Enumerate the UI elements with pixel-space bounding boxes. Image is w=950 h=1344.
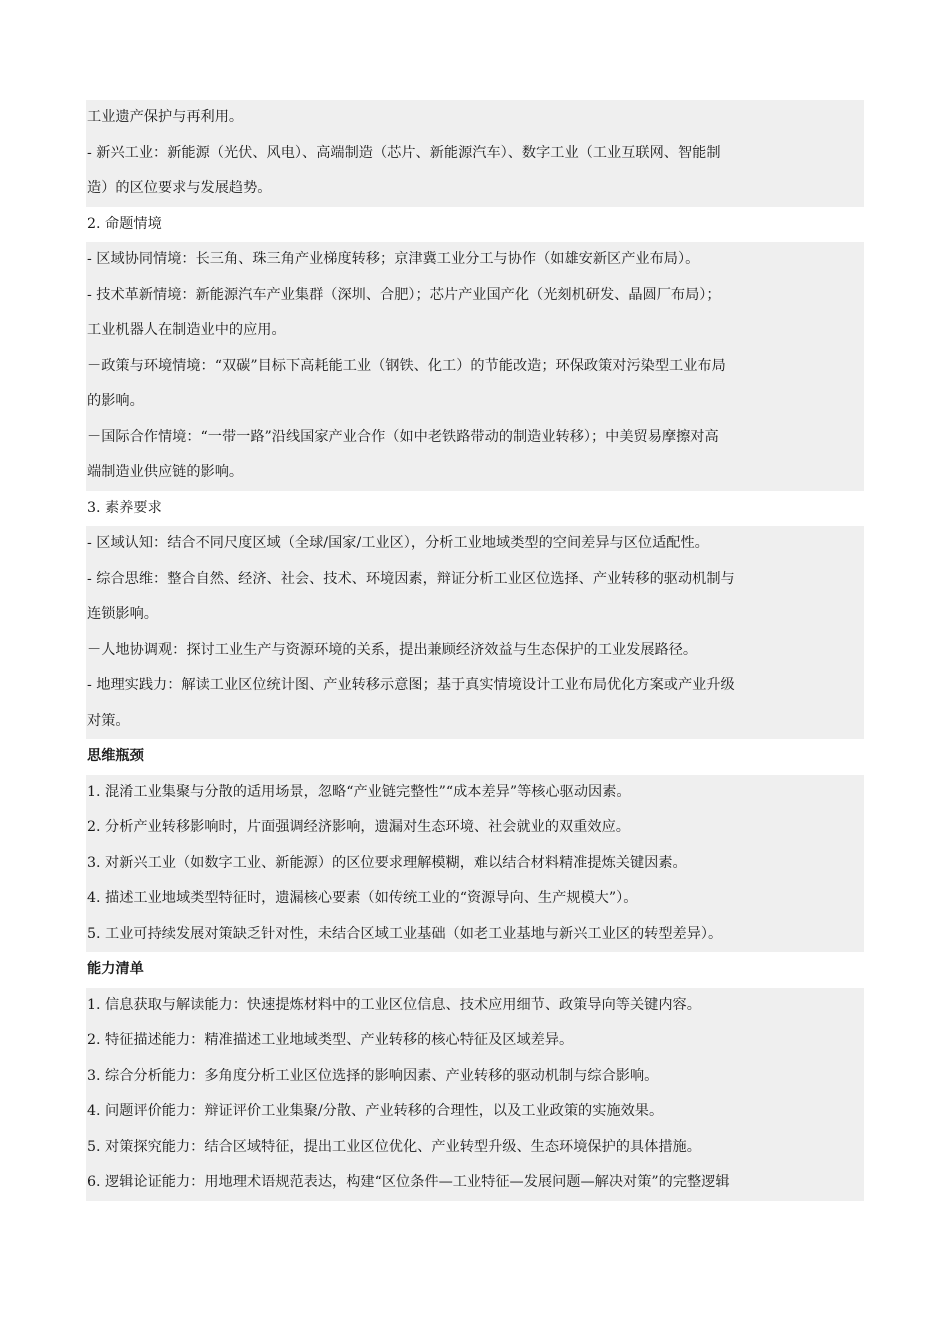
text-line: 对策。 (86, 704, 864, 740)
text-line: 2. 分析产业转移影响时，片面强调经济影响，遗漏对生态环境、社会就业的双重效应。 (86, 810, 864, 846)
text-line: －人地协调观：探讨工业生产与资源环境的关系，提出兼顾经济效益与生态保护的工业发展路径。 (86, 633, 864, 669)
text-line: - 区域协同情境：长三角、珠三角产业梯度转移；京津冀工业分工与协作（如雄安新区产业布局）。 (86, 242, 864, 278)
text-line: －国际合作情境：“一带一路”沿线国家产业合作（如中老铁路带动的制造业转移）；中美贸易摩擦对高 (86, 420, 864, 456)
text-line: 4. 描述工业地域类型特征时，遗漏核心要素（如传统工业的“资源导向、生产规模大”）。 (86, 881, 864, 917)
document-body (86, 100, 864, 1201)
text-line: 的影响。 (86, 384, 864, 420)
text-line: 1. 混淆工业集聚与分散的适用场景，忽略“产业链完整性”“成本差异”等核心驱动因素。 (86, 775, 864, 811)
text-line: 工业机器人在制造业中的应用。 (86, 313, 864, 349)
text-line: 端制造业供应链的影响。 (86, 455, 864, 491)
text-line: 3. 对新兴工业（如数字工业、新能源）的区位要求理解模糊，难以结合材料精准提炼关键因素。 (86, 846, 864, 882)
text-line: - 技术革新情境：新能源汽车产业集群（深圳、合肥）；芯片产业国产化（光刻机研发、晶圆厂布局）； (86, 278, 864, 314)
text-line: 2. 命题情境 (87, 215, 162, 232)
text-line: 造）的区位要求与发展趋势。 (86, 171, 864, 207)
text-line: 5. 对策探究能力：结合区域特征，提出工业区位优化、产业转型升级、生态环境保护的具体措施。 (86, 1130, 864, 1166)
text-line: 工业遗产保护与再利用。 (86, 100, 864, 136)
text-line: 2. 特征描述能力：精准描述工业地域类型、产业转移的核心特征及区域差异。 (86, 1023, 864, 1059)
text-line: - 新兴工业：新能源（光伏、风电）、高端制造（芯片、新能源汽车）、数字工业（工业互联网、智能制 (86, 136, 864, 172)
text-line: 5. 工业可持续发展对策缺乏针对性，未结合区域工业基础（如老工业基地与新兴工业区的转型差异）。 (86, 917, 864, 953)
section-heading: 能力清单 (87, 961, 144, 977)
text-line: 4. 问题评价能力：辩证评价工业集聚/分散、产业转移的合理性，以及工业政策的实施效果。 (86, 1094, 864, 1130)
text-line: －政策与环境情境：“双碳”目标下高耗能工业（钢铁、化工）的节能改造；环保政策对污染型工业布局 (86, 349, 864, 385)
text-line: - 区域认知：结合不同尺度区域（全球/国家/工业区），分析工业地域类型的空间差异与区位适配性。 (86, 526, 864, 562)
text-line: 6. 逻辑论证能力：用地理术语规范表达，构建“区位条件—工业特征—发展问题—解决对策”的完整逻辑 (86, 1165, 864, 1201)
text-line: 3. 综合分析能力：多角度分析工业区位选择的影响因素、产业转移的驱动机制与综合影响。 (86, 1059, 864, 1095)
text-line: 连锁影响。 (86, 597, 864, 633)
text-line: - 综合思维：整合自然、经济、社会、技术、环境因素，辩证分析工业区位选择、产业转移的驱动机制与 (86, 562, 864, 598)
text-line: 3. 素养要求 (87, 499, 162, 516)
text-line: 1. 信息获取与解读能力：快速提炼材料中的工业区位信息、技术应用细节、政策导向等关键内容。 (86, 988, 864, 1024)
text-line: - 地理实践力：解读工业区位统计图、产业转移示意图；基于真实情境设计工业布局优化方案或产业升级 (86, 668, 864, 704)
section-heading: 思维瓶颈 (87, 748, 144, 764)
